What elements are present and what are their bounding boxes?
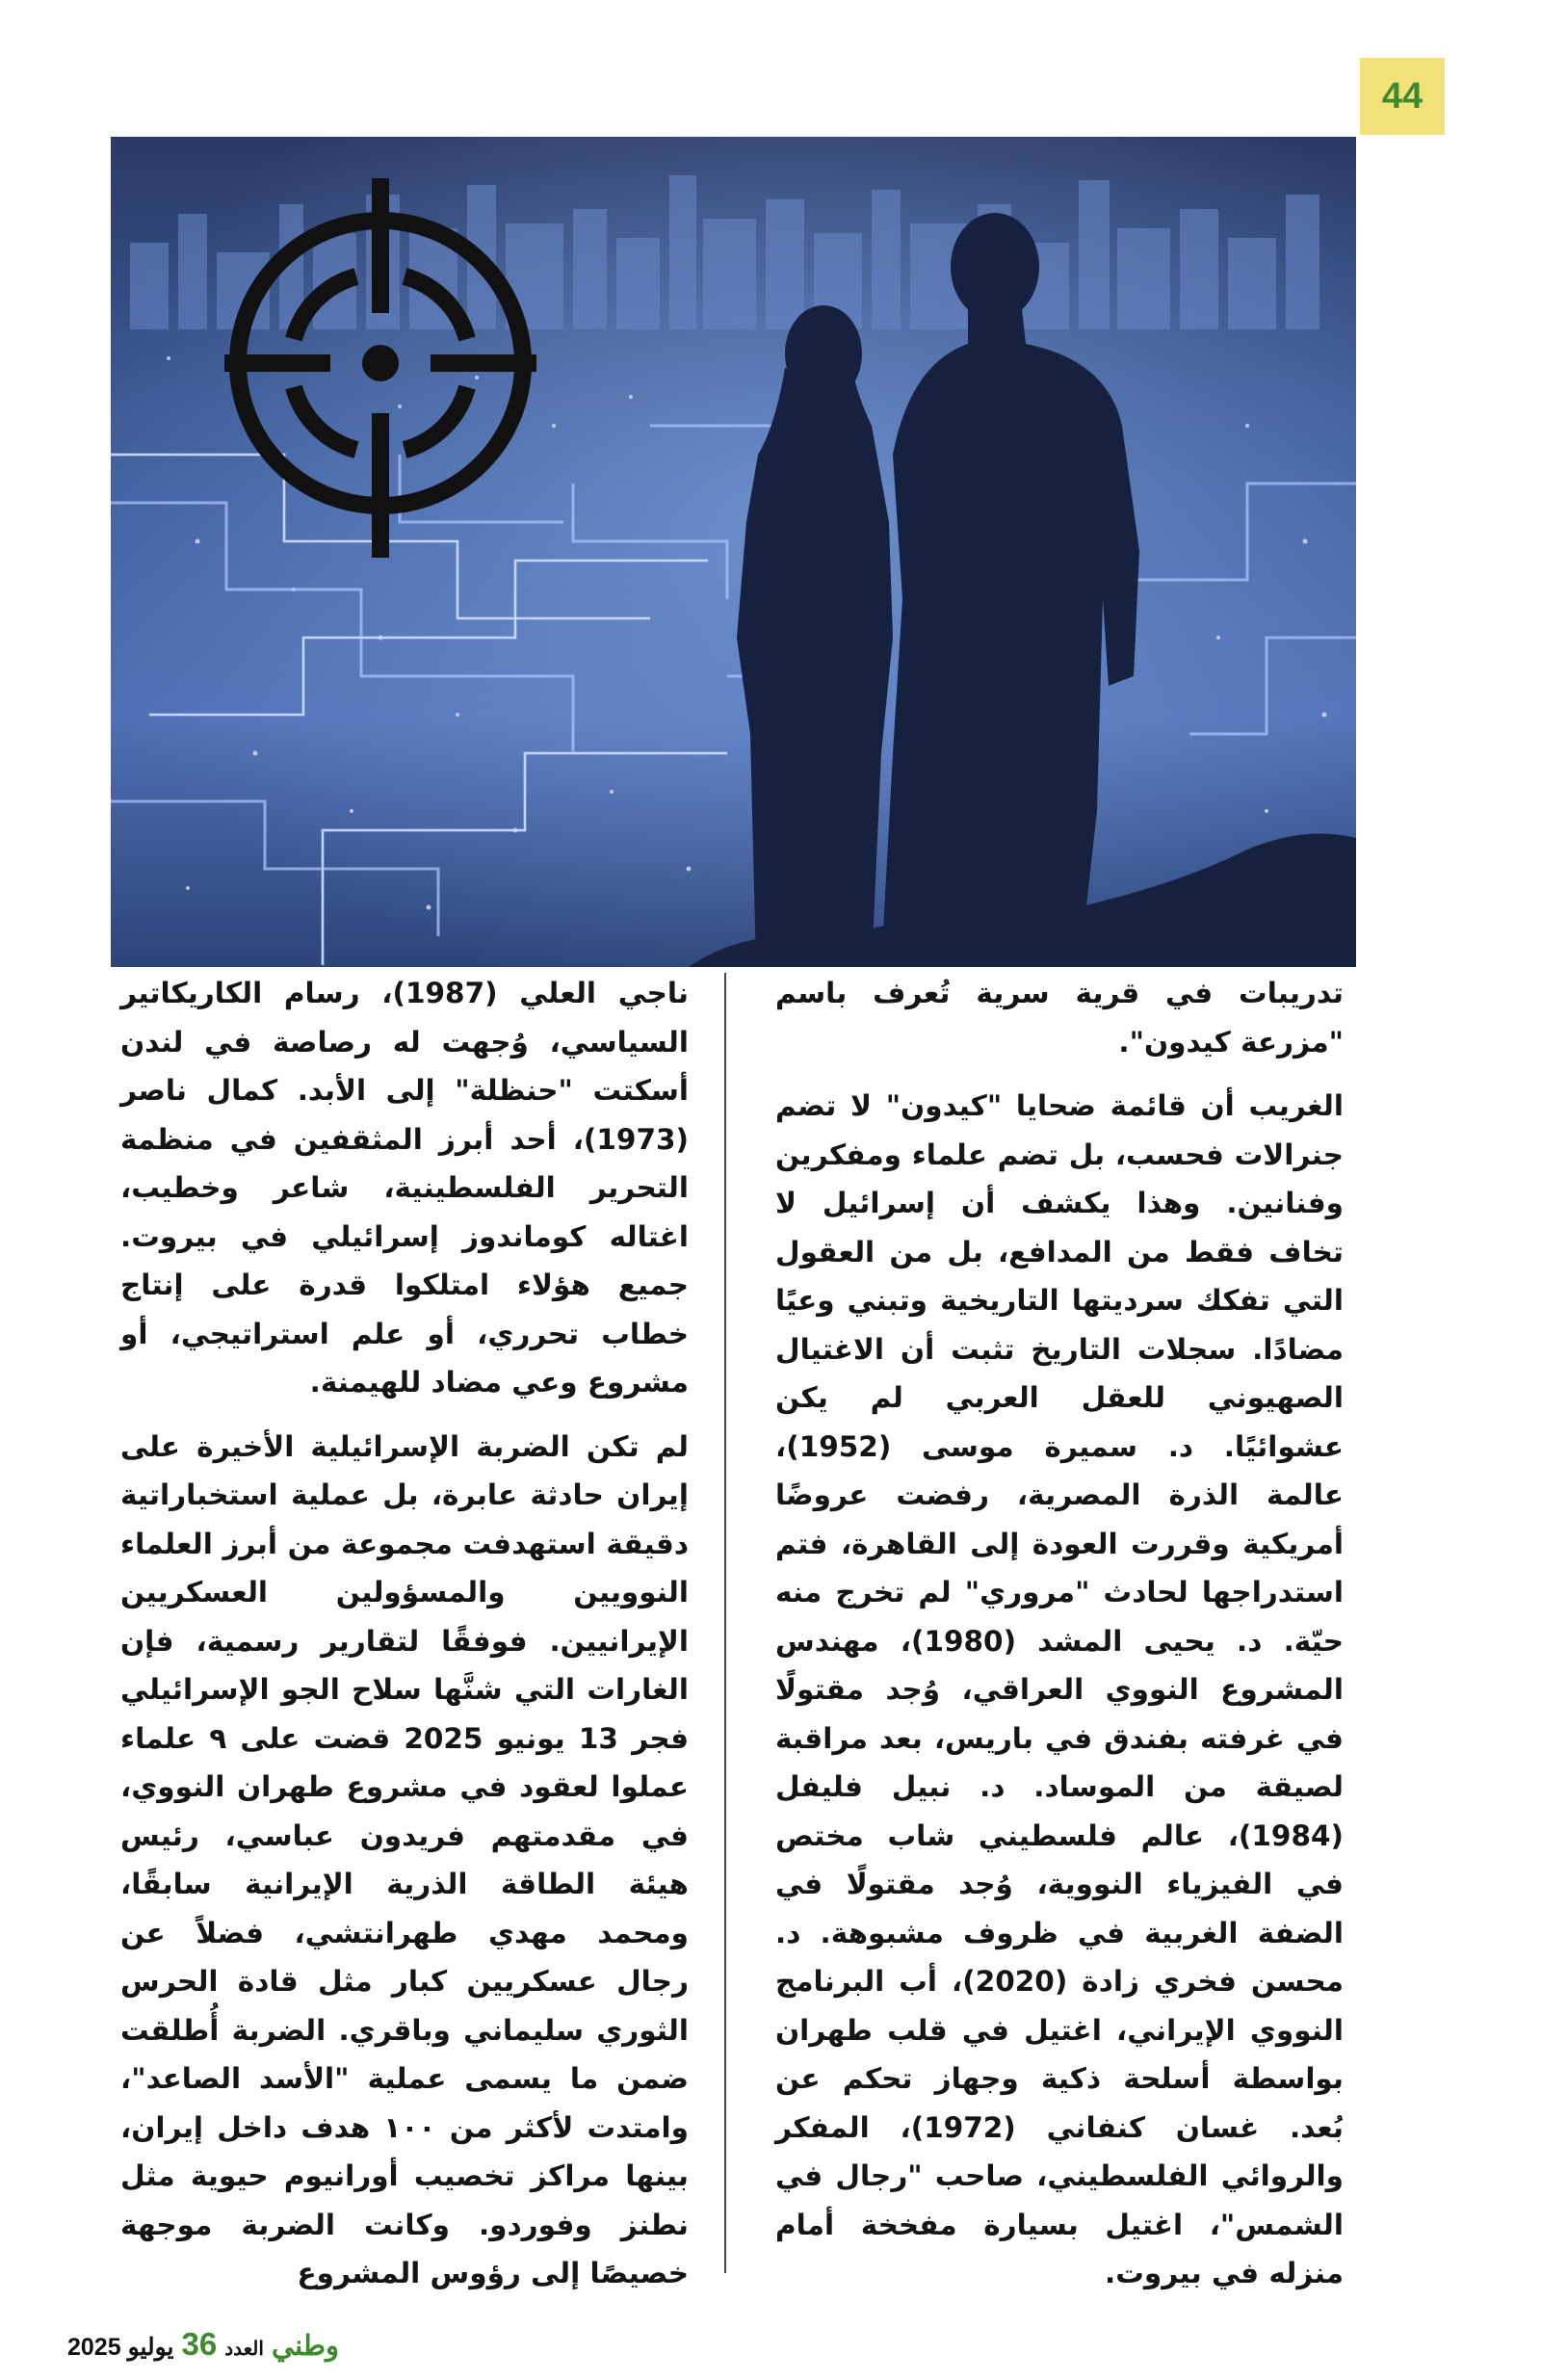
article-paragraph: تدريبات في قرية سرية تُعرف باسم "مزرعة كيدون". (775, 977, 1344, 1059)
article-paragraph: لم تكن الضربة الإسرائيلية الأخيرة على إيران حادثة عابرة، بل عملية استخباراتية دقيقة استهدفت مجموعة من أبرز العلماء النوويين والمسؤولين العسكريين الإيرانيين. فوفقًا لتقارير رسمية، فإن الغارات التي شنَّها سلاح الجو الإسرائيلي فجر 13 يونيو 2025 قضت على ٩ علماء عملوا لعقود في مشروع طهران النووي، في مقدمتهم فريدون عباسي، رئيس هيئة الطاقة الذرية الإيرانية سابقًا، ومحمد مهدي طهرانتشي، فضلاً عن رجال عسكريين كبار مثل قادة الحرس الثوري سليماني وباقري. الضربة أُطلقت ضمن ما يسمى عملية "الأسد الصاعد"، وامتدت لأكثر من ١٠٠ هدف داخل إيران، بينها مراكز تخصيب أورانيوم حيوية مثل نطنز وفوردو. وكانت الضربة موجهة خصيصًا إلى رؤوس المشروع (120, 1429, 690, 2289)
footer-issue-number: 36 (181, 2326, 218, 2362)
page-number: 44 (1360, 58, 1445, 135)
article-paragraph: الغريب أن قائمة ضحايا "كيدون" لا تضم جنرالات فحسب، بل تضم علماء ومفكرين وفنانين. وهذا يكشف أن إسرائيل لا تخاف فقط من المدافع، بل من العقول التي تفكك سرديتها التاريخية وتبني وعيًا مضادًا. سجلات التاريخ تثبت أن الاغتيال الصهيوني للعقل العربي لم يكن عشوائيًا. د. سميرة موسى (1952)، عالمة الذرة المصرية، رفضت عروضًا أمريكية وقررت العودة إلى القاهرة، فتم استدراجها لحادث "مروري" لم تخرج منه حيّة. د. يحيى المشد (1980)، مهندس المشروع النووي العراقي، وُجد مقتولًا في غرفته بفندق في باريس، بعد مراقبة لصيقة من الموساد. د. نبيل فليفل (1984)، عالم فلسطيني شاب مختص في الفيزياء النووية، وُجد مقتولًا في الضفة الغربية في ظروف مشبوهة. د. محسن فخري زادة (2020)، أب البرنامج النووي الإيراني، اغتيل في قلب طهران بواسطة أسلحة ذكية وجهاز تحكم عن بُعد. غسان كنفاني (1972)، المفكر والروائي الفلسطيني، صاحب "رجال في الشمس"، اغتيل بسيارة مفخخة أمام منزله في بيروت. (775, 1089, 1344, 2289)
page-footer (67, 2326, 339, 2368)
article-paragraph: ناجي العلي (1987)، رسام الكاريكاتير السياسي، وُجهت له رصاصة في لندن أسكتت "حنظلة" إلى الأبد. كمال ناصر (1973)، أحد أبرز المثقفين في منظمة التحرير الفلسطينية، شاعر وخطيب، اغتاله كوماندوز إسرائيلي في بيروت. جميع هؤلاء امتلكوا قدرة على إنتاج خطاب تحرري، أو علم استراتيجي، أو مشروع وعي مضاد للهيمنة. (120, 977, 690, 1399)
hero-illustration (111, 137, 1356, 967)
footer-brand-logo: وطني (271, 2331, 339, 2362)
footer-issue-label: العدد (224, 2339, 264, 2360)
article-column-left (120, 969, 689, 2314)
article-column-right (775, 969, 1344, 2314)
column-divider (724, 973, 726, 2273)
footer-date: يوليو 2025 (67, 2334, 174, 2361)
hero-image (111, 137, 1356, 967)
